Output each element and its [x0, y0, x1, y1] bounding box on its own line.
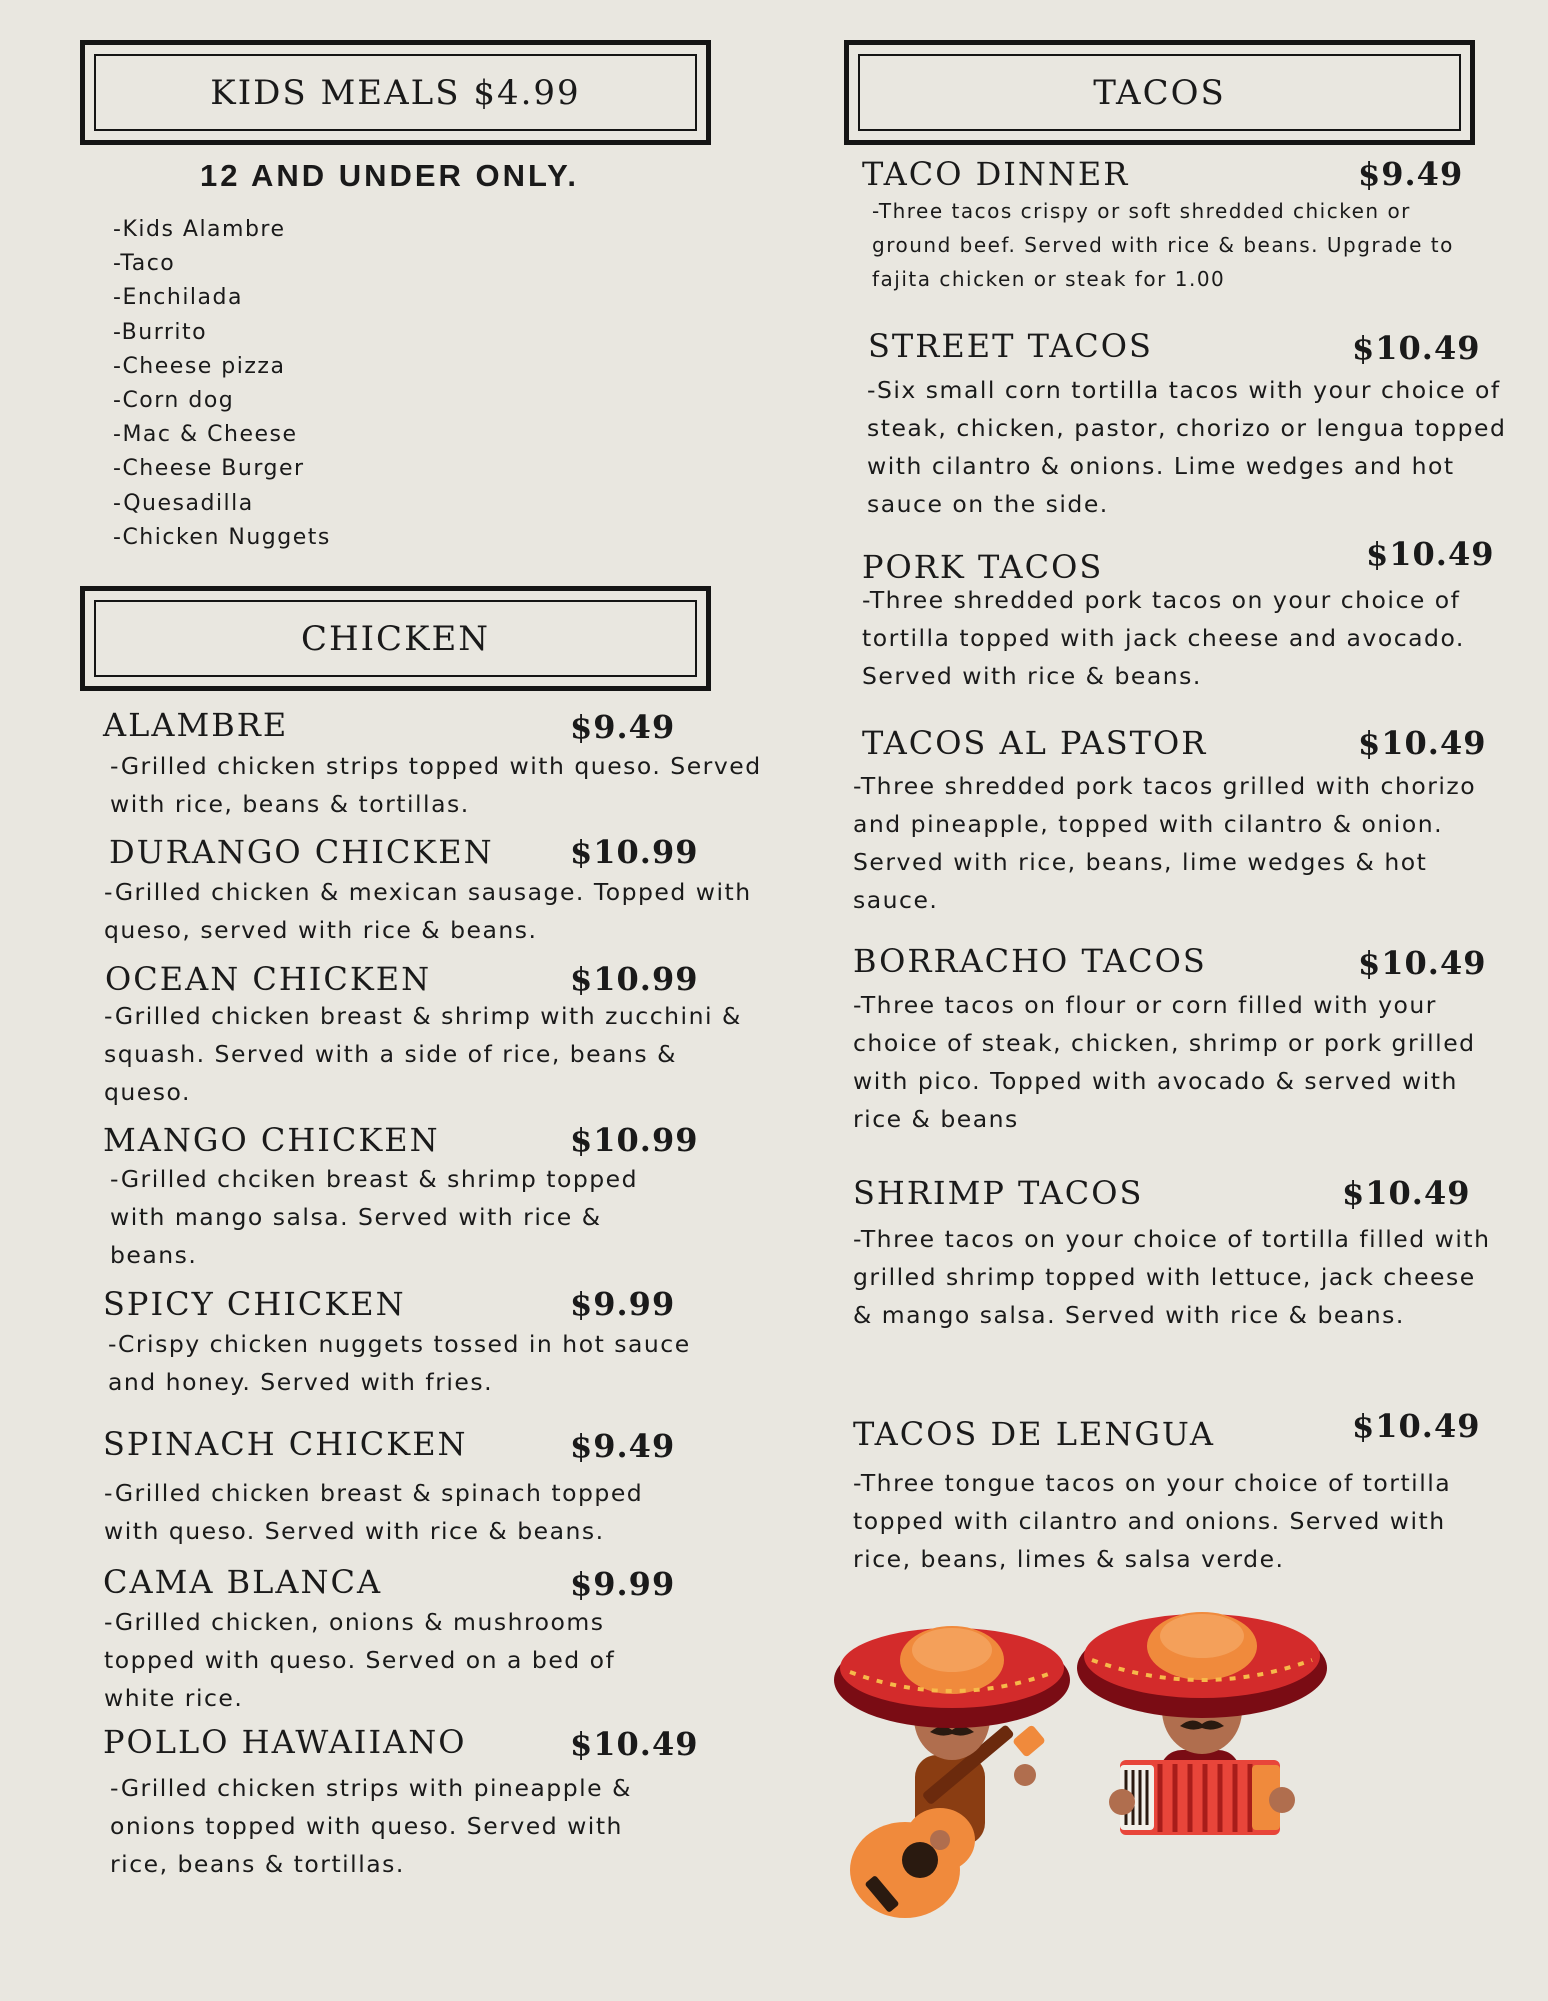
menu-item-name: POLLO HAWAIIANO [103, 1723, 467, 1761]
menu-item-description: -Grilled chicken & mexican sausage. Topped with queso, served with rice & beans. [104, 878, 752, 944]
menu-item-price: $9.49 [570, 708, 676, 746]
menu-item-price: $10.49 [1342, 1174, 1471, 1212]
menu-item-description: -Three shredded pork tacos on your choice of tortilla topped with jack cheese and avocado. Served with rice & beans. [862, 586, 1465, 690]
menu-item-name: CAMA BLANCA [103, 1563, 383, 1601]
menu-item-description: -Crispy chicken nuggets tossed in hot sauce and honey. Served with fries. [108, 1330, 691, 1396]
menu-item-description: -Three tacos on your choice of tortilla filled with grilled shrimp topped with lettuce, jack cheese & mango salsa. Served with rice & beans. [853, 1225, 1491, 1329]
menu-item-price: $9.49 [1358, 155, 1464, 193]
menu-item-price: $10.99 [570, 1121, 699, 1159]
menu-item-description: -Three tongue tacos on your choice of tortilla topped with cilantro and onions. Served with rice, beans, limes & salsa verde. [853, 1469, 1452, 1573]
list-item: -Cheese pizza [113, 353, 286, 379]
menu-item-description: -Three tacos on flour or corn filled with your choice of steak, chicken, shrimp or pork grilled with pico. Topped with avocado & served with rice & beans [853, 991, 1476, 1133]
menu-item-description: -Six small corn tortilla tacos with your choice of steak, chicken, pastor, chorizo or lengua topped with cilantro & onions. Lime wedges and hot sauce on the side. [867, 376, 1507, 518]
menu-item-price: $10.49 [1352, 329, 1481, 367]
tacos-section-title: TACOS [858, 54, 1461, 131]
menu-item-name: SHRIMP TACOS [853, 1174, 1144, 1212]
list-item: -Corn dog [113, 387, 235, 413]
list-item: -Burrito [113, 319, 208, 345]
menu-item-name: DURANGO CHICKEN [109, 833, 494, 871]
list-item: -Taco [113, 251, 176, 277]
menu-item-name: SPINACH CHICKEN [103, 1425, 468, 1463]
list-item: -Kids Alambre [113, 217, 286, 242]
kids-meals-list [113, 213, 331, 555]
menu-item-name: BORRACHO TACOS [853, 942, 1207, 980]
list-item: -Chicken Nuggets [113, 524, 331, 550]
menu-item-price: $10.49 [570, 1725, 699, 1763]
menu-item-price: $10.49 [1352, 1407, 1481, 1445]
menu-item-name: SPICY CHICKEN [103, 1285, 406, 1323]
menu-item-price: $10.49 [1366, 535, 1495, 573]
menu-item-name: ALAMBRE [103, 706, 289, 744]
menu-item-price: $9.99 [570, 1565, 676, 1603]
chicken-header-box [80, 586, 711, 691]
menu-item-name: OCEAN CHICKEN [105, 960, 432, 998]
list-item: -Enchilada [113, 285, 243, 311]
mariachi-musicians-icon [820, 1610, 1380, 1940]
guitarist-figure [834, 1626, 1070, 1918]
menu-item-description: -Grilled chicken breast & shrimp with zucchini & squash. Served with a side of rice, beans & queso. [104, 1002, 742, 1106]
menu-item-price: $10.99 [570, 960, 699, 998]
list-item: -Mac & Cheese [113, 422, 298, 448]
menu-item-name: STREET TACOS [868, 327, 1153, 365]
menu-item-price: $9.49 [570, 1427, 676, 1465]
list-item: -Quesadilla [113, 490, 254, 516]
menu-item-description: -Grilled chicken strips topped with queso. Served with rice, beans & tortillas. [110, 752, 762, 818]
menu-item-price: $9.99 [570, 1285, 676, 1323]
chicken-section-title: CHICKEN [94, 600, 697, 677]
list-item: -Cheese Burger [113, 456, 305, 482]
tacos-header-box [844, 40, 1475, 145]
kids-meals-header-box [80, 40, 711, 145]
menu-item-name: PORK TACOS [862, 548, 1104, 586]
menu-item-name: TACO DINNER [862, 155, 1130, 193]
menu-item-description: -Grilled chicken, onions & mushrooms topped with queso. Served on a bed of white rice. [104, 1608, 616, 1712]
menu-item-description: -Grilled chicken breast & spinach topped with queso. Served with rice & beans. [104, 1479, 644, 1545]
menu-item-description: -Three tacos crispy or soft shredded chicken or ground beef. Served with rice & beans. Upgrade to fajita chicken or steak for 1.00 [872, 199, 1454, 291]
menu-item-description: -Three shredded pork tacos grilled with chorizo and pineapple, topped with cilantro & onion. Served with rice, beans, lime wedges & hot sauce. [853, 772, 1477, 914]
kids-meals-title: KIDS MEALS $4.99 [94, 54, 697, 131]
menu-item-name: MANGO CHICKEN [103, 1121, 440, 1159]
menu-item-description: -Grilled chciken breast & shrimp topped with mango salsa. Served with rice & beans. [110, 1165, 639, 1269]
menu-item-price: $10.99 [570, 833, 699, 871]
kids-meals-subtitle: 12 AND UNDER ONLY. [200, 158, 580, 193]
menu-item-description: -Grilled chicken strips with pineapple & onions topped with queso. Served with rice, beans & tortillas. [110, 1774, 632, 1878]
menu-item-price: $10.49 [1358, 724, 1487, 762]
menu-item-name: TACOS AL PASTOR [862, 724, 1208, 762]
menu-item-name: TACOS DE LENGUA [853, 1415, 1215, 1453]
accordionist-figure [1077, 1612, 1327, 1835]
menu-item-price: $10.49 [1358, 944, 1487, 982]
